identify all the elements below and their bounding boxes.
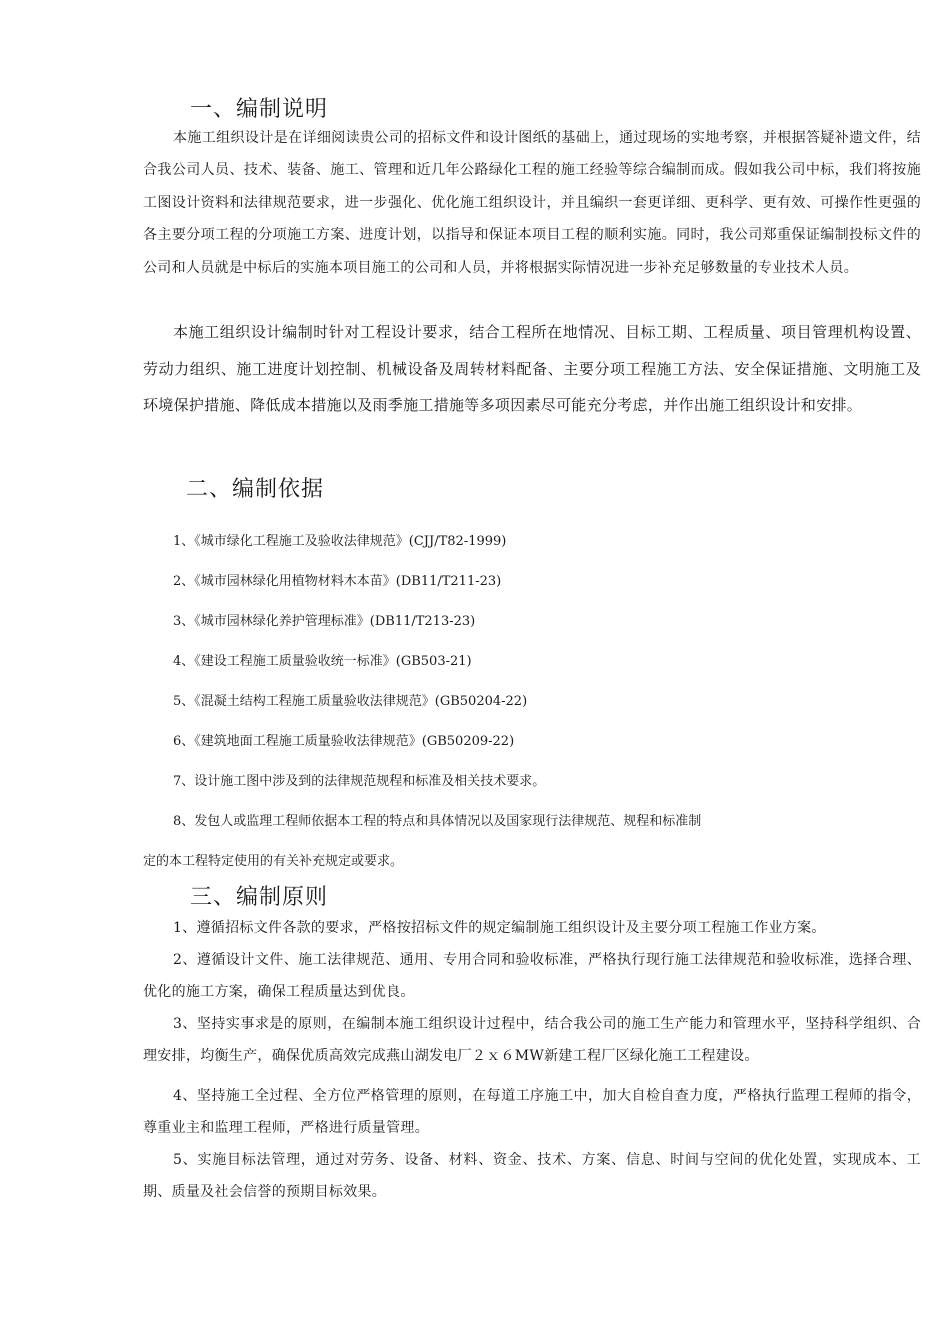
- list-item: 2、《城市园林绿化用植物材料木本苗》(DB11/T211-23): [173, 574, 502, 589]
- paragraph: 本施工组织设计是在详细阅读贵公司的招标文件和设计图纸的基础上，通过现场的实地考察，并根据答疑补遗文件，结合我公司人员、技术、装备、施工、管理和近几年公路绿化工程的施工经验等综合编制而成。假如我公司中标，我们将按施工图设计资料和法律规范要求，进一步强化、优化施工组织设计，并且编织一套更详细、更科学、更有效、可操作性更强的各主要分项工程的分项施工方案、进度计划，以指导和保证本项目工程的顺利实施。同时，我公司郑重保证编制投标文件的公司和人员就是中标后的实施本项目施工的公司和人员，并将根据实际情况进一步补充足够数量的专业技术人员。: [143, 130, 921, 276]
- list-item: 8、发包人或监理工程师依据本工程的特点和具体情况以及国家现行法律规范、规程和标准制: [173, 814, 702, 829]
- paragraph: 2、遵循设计文件、施工法律规范、通用、专用合同和验收标准，严格执行现行施工法律规范和验收标准，选择合理、优化的施工方案，确保工程质量达到优良。: [143, 952, 921, 1000]
- paragraph: 1、遵循招标文件各款的要求，严格按招标文件的规定编制施工组织设计及主要分项工程施工作业方案。: [173, 920, 826, 936]
- list-item: 3、《城市园林绿化养护管理标准》(DB11/T213-23): [173, 614, 476, 629]
- paragraph: 5、实施目标法管理，通过对劳务、设备、材料、资金、技术、方案、信息、时间与空间的优化处置，实现成本、工期、质量及社会信誉的预期目标效果。: [143, 1152, 921, 1200]
- paragraph: 4、坚持施工全过程、全方位严格管理的原则，在每道工序施工中，加大自检自查力度，严格执行监理工程师的指令，尊重业主和监理工程师，严格进行质量管理。: [143, 1088, 921, 1136]
- paragraph: 本施工组织设计编制时针对工程设计要求，结合工程所在地情况、目标工期、工程质量、项目管理机构设置、劳动力组织、施工进度计划控制、机械设备及周转材料配备、主要分项工程施工方法、安全保证措施、文明施工及环境保护措施、降低成本措施以及雨季施工措施等多项因素尽可能充分考虑，并作出施工组织设计和安排。: [143, 323, 921, 415]
- list-item: 6、《建筑地面工程施工质量验收法律规范》(GB50209-22): [173, 734, 515, 749]
- list-item: 4、《建设工程施工质量验收统一标准》(GB503-21): [173, 654, 472, 669]
- section-heading-1: 一、编制说明: [190, 97, 329, 122]
- list-item: 7、设计施工图中涉及到的法律规范规程和标准及相关技术要求。: [173, 774, 546, 789]
- list-item: 1、《城市绿化工程施工及验收法律规范》(CJJ/T82-1999): [173, 534, 507, 549]
- section-heading-3: 三、编制原则: [190, 885, 329, 910]
- list-item-continuation: 定的本工程特定使用的有关补充规定或要求。: [143, 854, 404, 869]
- section-heading-2: 二、编制依据: [186, 477, 325, 502]
- list-item: 5、《混凝土结构工程施工质量验收法律规范》(GB50204-22): [173, 694, 528, 709]
- paragraph: 3、坚持实事求是的原则，在编制本施工组织设计过程中，结合我公司的施工生产能力和管理水平，坚持科学组织、合理安排，均衡生产，确保优质高效完成燕山湖发电厂２ｘ６MW新建工程厂区绿化施工工程建设。: [143, 1016, 921, 1064]
